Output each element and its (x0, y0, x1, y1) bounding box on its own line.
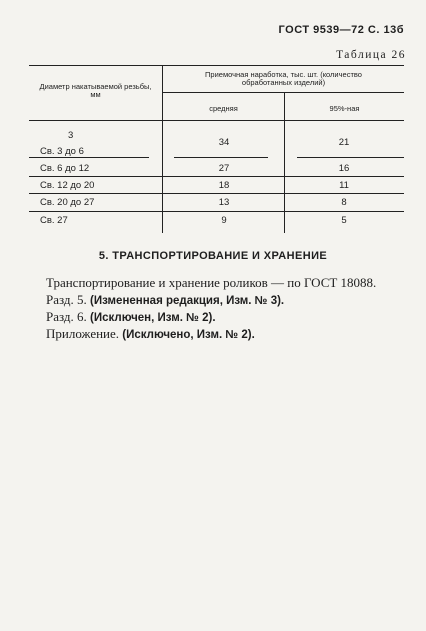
table-cell-diameter: Св. 12 до 20 (40, 180, 95, 191)
table-cell-avg: 18 (218, 180, 230, 191)
table-cell-diameter: Св. 3 до 6 (40, 146, 84, 157)
col-header-95: 95%-ная (329, 104, 360, 113)
paragraph-transport: Транспортирование и хранение роликов — по ГОСТ 18088. (46, 275, 377, 290)
table-cell-95: 5 (341, 215, 347, 226)
section-title: 5. ТРАНСПОРТИРОВАНИЕ И ХРАНЕНИЕ (98, 250, 328, 262)
table-cell-diameter: Св. 20 до 27 (40, 197, 95, 208)
col-header-group: Приемочная наработка, тыс. шт. (количество обработанных изделий) (205, 70, 362, 88)
table-cell-avg: 34 (218, 137, 230, 148)
paragraph-amendment-5 (46, 292, 284, 308)
row-rule (29, 211, 404, 212)
table-cell-diameter: Св. 6 до 12 (40, 163, 90, 174)
table-cell-avg: 13 (218, 197, 230, 208)
paragraph-prefix: Приложение. (46, 326, 120, 341)
paragraph-prefix: Разд. 5. (46, 292, 87, 307)
table-cell-95: 21 (338, 137, 350, 148)
table-header-rule (29, 120, 404, 121)
table-top-rule (29, 65, 404, 66)
table-cell-diameter: 3 (68, 130, 74, 141)
paragraph-prefix: Разд. 6. (46, 309, 87, 324)
table-vline-1 (162, 65, 163, 233)
paragraph-amendment-6 (46, 309, 216, 325)
table-cell-diameter: Св. 27 (40, 215, 68, 226)
col-header-avg: средняя (209, 104, 238, 113)
paragraph-note: (Измененная редакция, Изм. № 3). (90, 295, 285, 307)
row-rule (174, 157, 268, 158)
table-cell-avg: 9 (221, 215, 227, 226)
table-cell-95: 16 (338, 163, 350, 174)
paragraph-appendix (46, 326, 255, 342)
data-table (29, 65, 404, 235)
row-rule (29, 193, 404, 194)
table-cell-avg: 27 (218, 163, 230, 174)
row-rule (29, 176, 404, 177)
table-title: Таблица 26 (336, 49, 406, 61)
paragraph-note: (Исключен, Изм. № 2). (90, 312, 216, 324)
row-rule (297, 157, 404, 158)
col-header-diameter: Диаметр накатываемой резьбы, мм (39, 82, 152, 100)
paragraph-note: (Исключено, Изм. № 2). (122, 329, 255, 341)
table-cell-95: 11 (339, 180, 349, 191)
page-header: ГОСТ 9539—72 С. 13б (278, 24, 404, 36)
table-cell-95: 8 (341, 197, 347, 208)
